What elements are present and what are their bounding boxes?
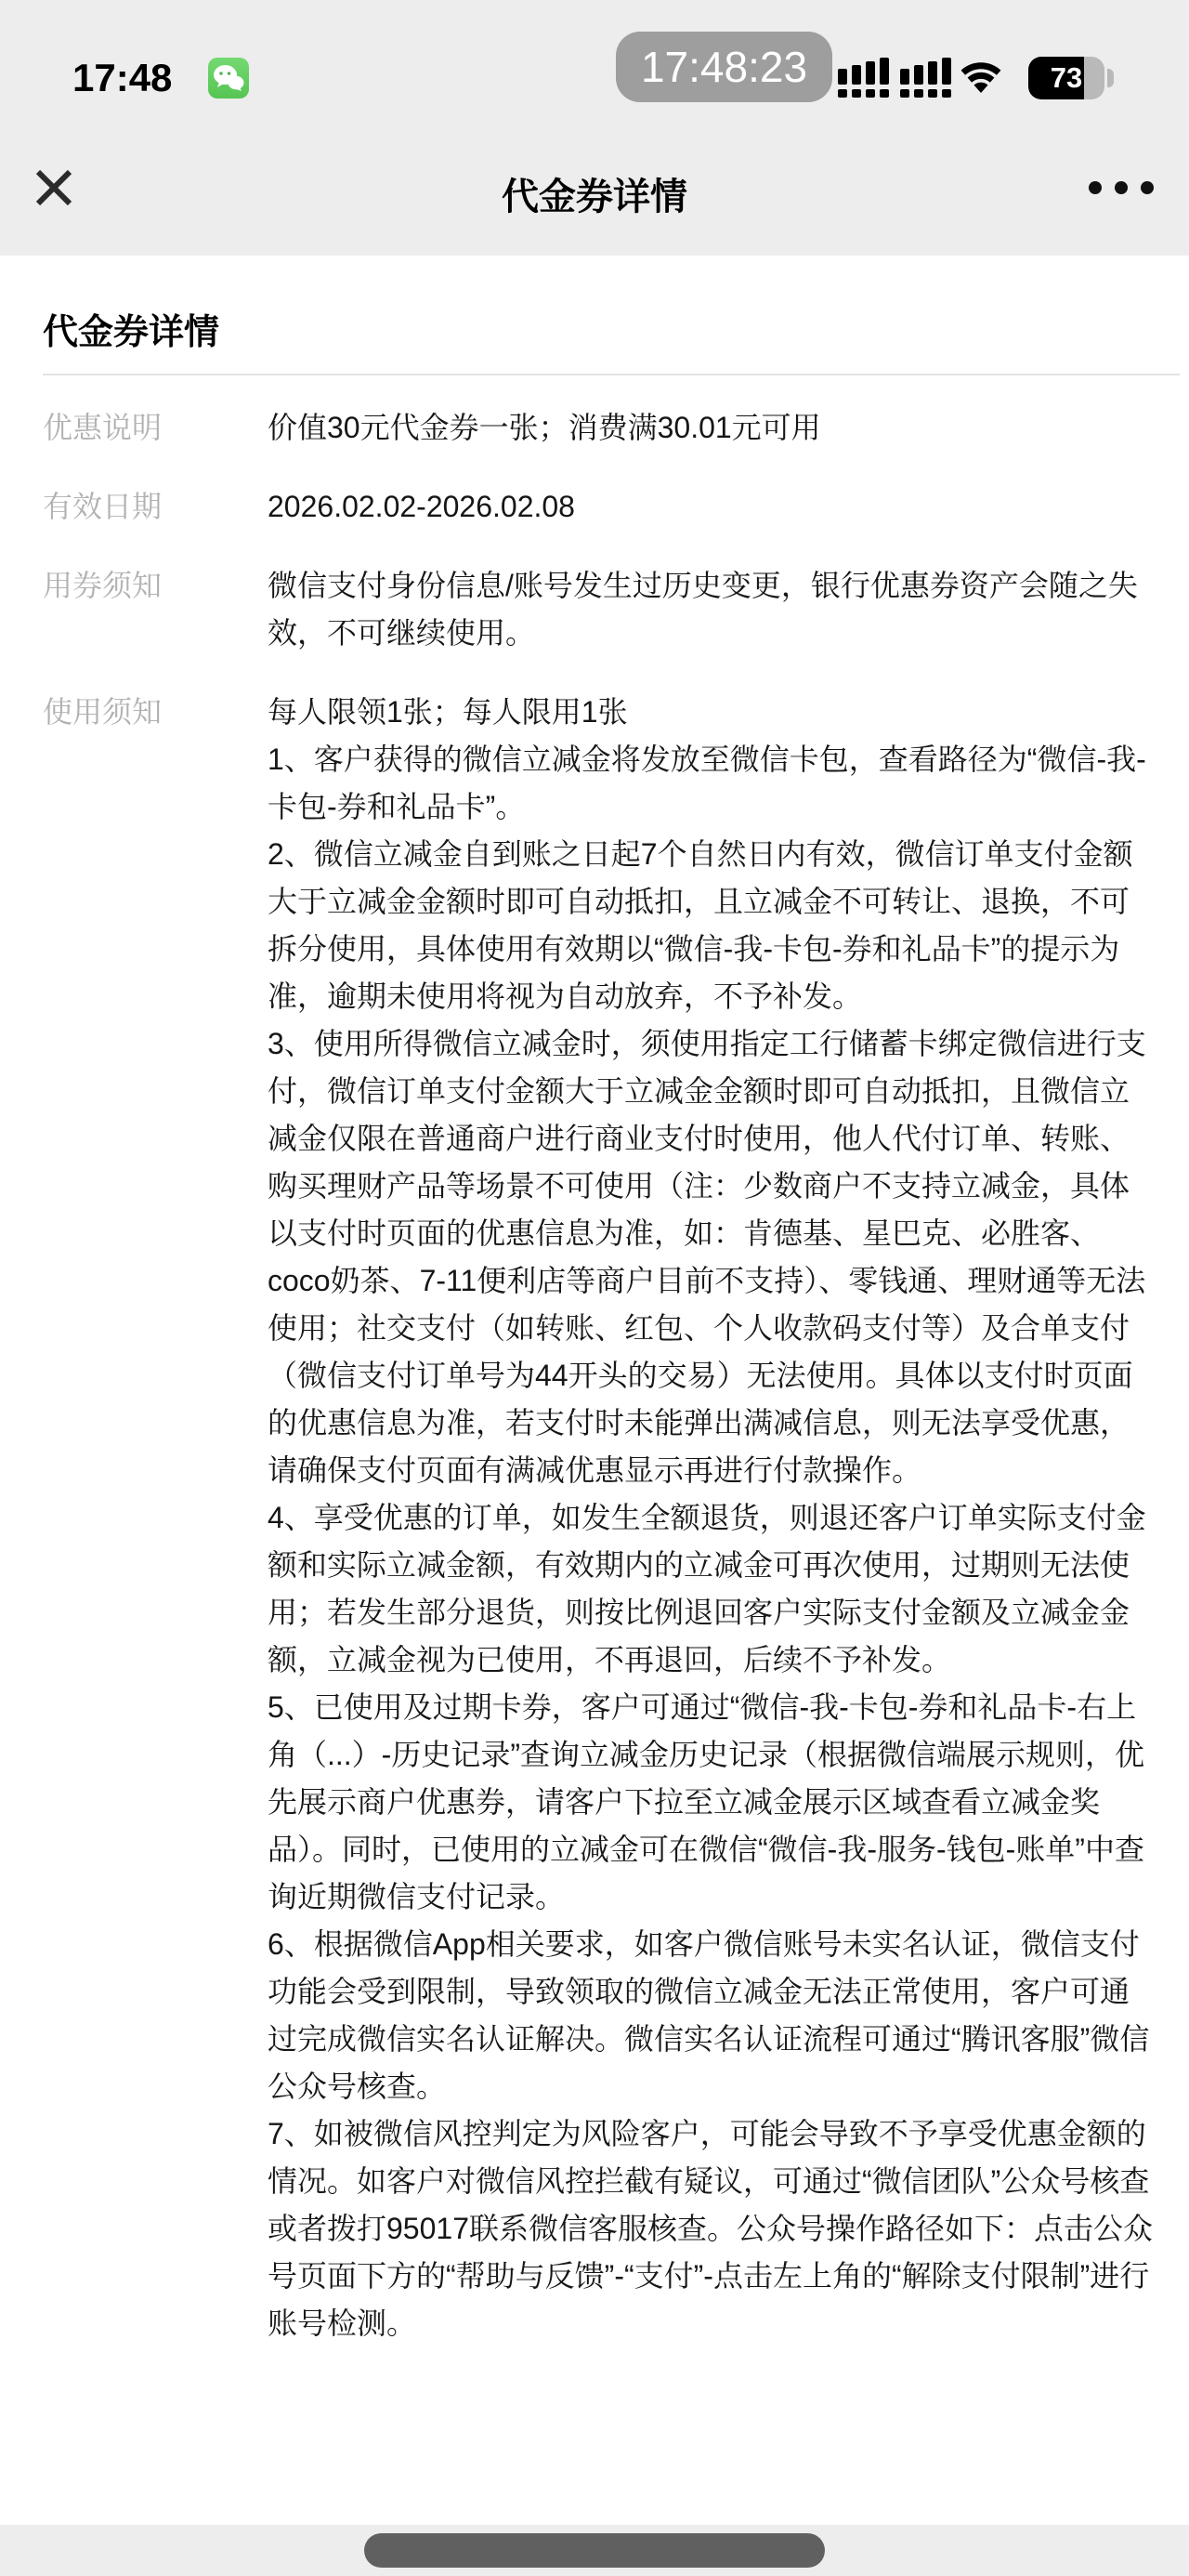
row-label: 用券须知: [43, 569, 163, 602]
bottom-chrome: [0, 2525, 1189, 2576]
page-title: 代金券详情: [502, 177, 687, 217]
wifi-icon: [955, 58, 1007, 101]
status-bar: [0, 0, 1189, 121]
row-label: 使用须知: [43, 695, 163, 729]
sim1-signal-bars: [838, 58, 889, 98]
wechat-icon: [208, 58, 249, 99]
more-icon[interactable]: [1089, 180, 1154, 195]
usage-paragraph: 7、如被微信风控判定为风险客户，可能会导致不予享受优惠金额的情况。如客户对微信风控拦截有疑议，可通过“微信团队”公众号核查或者拨打95017联系微信客服核查。公众号操作路径如下：点击公众号页面下方的“帮助与反馈”-“支付”-点击左上角的“解除支付限制”进行账号检测。: [268, 2117, 1153, 2340]
nav-bar: [0, 121, 1189, 256]
sim2-signal-bars: [900, 58, 951, 98]
usage-paragraph: 4、享受优惠的订单，如发生全额退货，则退还客户订单实际支付金额和实际立减金额，有效期内的立减金可再次使用，过期则无法使用；若发生部分退货，则按比例退回客户实际支付金额及立减金金额，立减金视为已使用，不再退回，后续不予补发。: [268, 1501, 1146, 1676]
row-label: 有效日期: [43, 490, 163, 523]
usage-paragraph: 3、使用所得微信立减金时，须使用指定工行储蓄卡绑定微信进行支付，微信订单支付金额大于立减金金额时即可自动抵扣，且微信立减金仅限在普通商户进行商业支付时使用，他人代付订单、转账、购买理财产品等场景不可使用（注：少数商户不支持立减金，具体以支付时页面的优惠信息为准，如：肯德基、星巴克、必胜客、coco奶茶、7-11便利店等商户目前不支持）、零钱通、理财通等无法使用；社交支付（如转账、红包、个人收款码支付等）及合单支付（微信支付订单号为44开头的交易）无法使用。具体以支付时页面的优惠信息为准，若支付时未能弹出满减信息，则无法享受优惠，请确保支付页面有满减优惠显示再进行付款操作。: [268, 1027, 1146, 1487]
detail-rows: [43, 375, 1157, 2347]
row-value: 价值30元代金券一张；消费满30.01元可用: [268, 411, 821, 444]
usage-paragraph: 每人限领1张；每人限用1张: [268, 695, 628, 729]
row-value: [268, 689, 1157, 2347]
battery-icon: [1028, 57, 1104, 99]
usage-paragraph: 1、客户获得的微信立减金将发放至微信卡包，查看路径为“微信-我-卡包-券和礼品卡”。: [268, 743, 1146, 823]
row-usage-notice: [43, 689, 1157, 2347]
row-coupon-notice: [43, 562, 1157, 657]
home-indicator[interactable]: [364, 2533, 825, 2568]
usage-paragraph: 5、已使用及过期卡券，客户可通过“微信-我-卡包-券和礼品卡-右上角（...）-历史记录”查询立减金历史记录（根据微信端展示规则，优先展示商户优惠券，请客户下拉至立减金展示区域查看立减金奖品）。同时，已使用的立减金可在微信“微信-我-服务-钱包-账单”中查询近期微信支付记录。: [268, 1690, 1144, 1913]
row-label: 优惠说明: [43, 411, 163, 444]
voucher-detail-panel: [0, 256, 1189, 2525]
screen-recording-pill[interactable]: [616, 32, 832, 102]
usage-paragraph: 6、根据微信App相关要求，如客户微信账号未实名认证，微信支付功能会受到限制，导致领取的微信立减金无法正常使用，客户可通过完成微信实名认证解决。微信实名认证流程可通过“腾讯客服”微信公众号核查。: [268, 1927, 1150, 2103]
section-heading: 代金券详情: [43, 313, 220, 352]
battery-percent: 73: [1050, 61, 1083, 94]
cellular-signal-icon: [838, 58, 951, 98]
battery-cap: [1107, 69, 1114, 87]
status-clock: 17:48: [72, 56, 173, 99]
row-value: 微信支付身份信息/账号发生过历史变更，银行优惠券资产会随之失效，不可继续使用。: [268, 569, 1138, 650]
usage-paragraph: 2、微信立减金自到账之日起7个自然日内有效，微信订单支付金额大于立减金金额时即可自动抵扣，且立减金不可转让、退换，不可拆分使用，具体使用有效期以“微信-我-卡包-券和礼品卡”的提示为准，逾期未使用将视为自动放弃，不予补发。: [268, 837, 1133, 1013]
recording-timer: 17:48:23: [640, 43, 808, 91]
row-value: 2026.02.02-2026.02.08: [268, 490, 575, 523]
row-promo-description: [43, 404, 1157, 452]
wechat-bubbles-glyph: [213, 64, 244, 92]
row-valid-dates: [43, 483, 1157, 531]
